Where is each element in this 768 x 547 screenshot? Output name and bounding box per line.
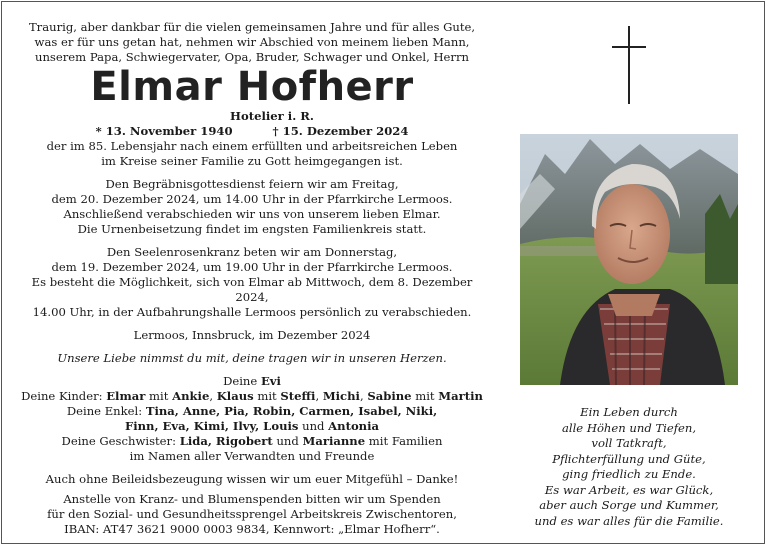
intro-line: unserem Papa, Schwiegervater, Opa, Bruder, Schwager und Onkel, Herrn: [35, 50, 469, 64]
passing-line: im Kreise seiner Familie zu Gott heimgegangen ist.: [101, 154, 403, 168]
poem-line: alle Höhen und Tiefen,: [561, 420, 697, 435]
quote: Unsere Liebe nimmst du mit, deine tragen wir in unseren Herzen.: [57, 351, 447, 365]
grandchildren-line: Finn, Eva, Kimi, Ilvy, Louis und Antonia: [124, 419, 380, 433]
place-date: Lermoos, Innsbruck, im Dezember 2024: [133, 328, 371, 342]
grandchildren-line: Deine Enkel: Tina, Anne, Pia, Robin, Carmen, Isabel, Niki,: [66, 404, 438, 418]
rosary-line: Den Seelenrosenkranz beten wir am Donnerstag,: [106, 245, 398, 259]
intro-line: was er für uns getan hat, nehmen wir Abschied von meinem lieben Mann,: [34, 35, 470, 49]
funeral-line: Anschließend verabschieden wir uns von unserem lieben Elmar.: [63, 207, 441, 221]
poem-line: und es war alles für die Familie.: [534, 513, 724, 528]
intro-line: Traurig, aber dankbar für die vielen gemeinsamen Jahre und für alles Gute,: [28, 20, 476, 34]
wife-name: Evi: [260, 374, 281, 388]
poem-line: voll Tatkraft,: [591, 436, 667, 450]
poem: [520, 405, 738, 529]
poem-line: Ein Leben durch: [580, 405, 678, 419]
rosary-line: 14.00 Uhr, in der Aufbahrungshalle Lermoos persönlich zu verabschieden.: [32, 305, 472, 319]
deceased-name: Elmar Hofherr: [90, 64, 414, 110]
obituary-text: [16, 20, 488, 537]
rosary-line: dem 19. Dezember 2024, um 19.00 Uhr in der Pfarrkirche Lermoos.: [51, 260, 453, 274]
death-date: † 15. Dezember 2024: [272, 124, 409, 138]
relatives-line: im Namen aller Verwandten und Freunde: [129, 449, 375, 463]
condolence-notice: Auch ohne Beileidsbezeugung wissen wir um euer Mitgefühl – Danke!: [45, 472, 459, 486]
deceased-title: Hotelier i. R.: [230, 109, 314, 123]
poem-line: Pflichterfüllung und Güte,: [552, 451, 706, 466]
funeral-line: Den Begräbnisgottesdienst feiern wir am Freitag,: [105, 177, 399, 191]
children-line: Deine Kinder: Elmar mit Ankie, Klaus mit Steffi, Michi, Sabine mit Martin: [21, 389, 483, 403]
funeral-line: dem 20. Dezember 2024, um 14.00 Uhr in der Pfarrkirche Lermoos.: [51, 192, 453, 206]
birth-date: * 13. November 1940: [95, 124, 233, 138]
donation-line: IBAN: AT47 3621 9000 0003 9834, Kennwort: „Elmar Hofherr“.: [64, 522, 440, 536]
wife-line: Deine Evi: [223, 374, 281, 388]
donation-line: für den Sozial- und Gesundheitssprengel Arbeitskreis Zwischentoren,: [47, 507, 457, 521]
rosary-line: Es besteht die Möglichkeit, sich von Elmar ab Mittwoch, dem 8. Dezember 2024,: [31, 275, 473, 304]
portrait-photo: [520, 134, 738, 385]
poem-line: Es war Arbeit, es war Glück,: [544, 482, 714, 497]
siblings-line: Deine Geschwister: Lida, Rigobert und Marianne mit Familien: [61, 434, 443, 448]
funeral-line: Die Urnenbeisetzung findet im engsten Familienkreis statt.: [77, 222, 427, 236]
donation-line: Anstelle von Kranz- und Blumenspenden bitten wir um Spenden: [63, 492, 441, 506]
cross-icon: [612, 26, 646, 104]
poem-line: ging friedlich zu Ende.: [562, 467, 696, 481]
life-dates: [16, 124, 488, 139]
passing-line: der im 85. Lebensjahr nach einem erfüllten und arbeitsreichen Leben: [46, 139, 458, 153]
poem-line: aber auch Sorge und Kummer,: [539, 498, 719, 512]
